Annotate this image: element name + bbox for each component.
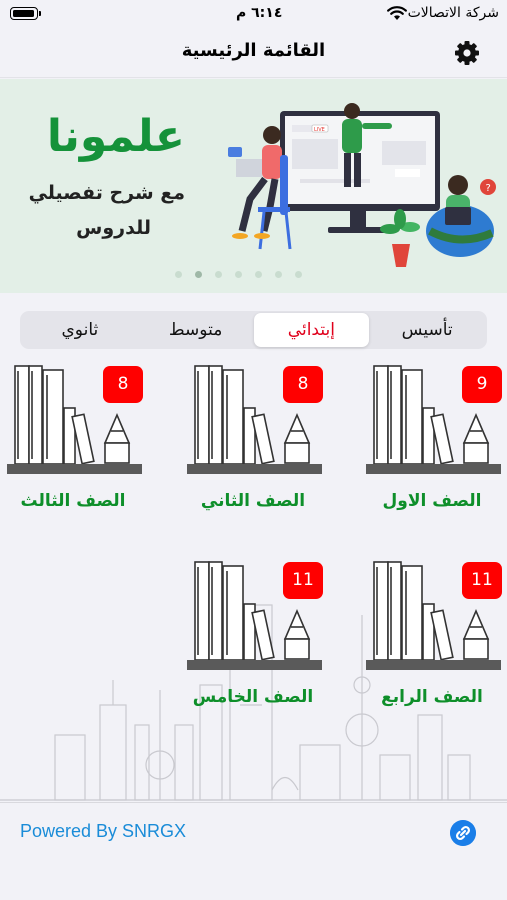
banner-page-indicator[interactable] bbox=[175, 271, 302, 278]
grade-label: الصف الخامس bbox=[192, 687, 314, 707]
status-bar bbox=[0, 0, 507, 28]
battery-icon bbox=[10, 7, 38, 20]
lesson-count-badge: 11 bbox=[283, 562, 323, 599]
online-learning-illustration bbox=[220, 99, 505, 269]
page-dot[interactable] bbox=[175, 271, 182, 278]
page-dot-active[interactable] bbox=[195, 271, 202, 278]
lesson-count-badge: 8 bbox=[103, 366, 143, 403]
tab-intermediate[interactable]: متوسط bbox=[168, 320, 223, 340]
page-dot[interactable] bbox=[275, 271, 282, 278]
grade-card[interactable] bbox=[187, 363, 327, 523]
page-dot[interactable] bbox=[215, 271, 222, 278]
powered-by-link[interactable]: Powered By SNRGX bbox=[20, 821, 187, 841]
banner-subtitle: مع شرح تفصيلي bbox=[28, 182, 185, 204]
banner-title: علمونا bbox=[46, 111, 185, 162]
tab-secondary[interactable]: ثانوي bbox=[61, 320, 99, 340]
banner-subtitle-2: للدروس bbox=[76, 217, 151, 239]
nav-bar bbox=[0, 28, 507, 78]
lesson-count-badge: 11 bbox=[462, 562, 502, 599]
tab-foundation[interactable]: تأسيس bbox=[401, 320, 453, 340]
grade-card[interactable] bbox=[187, 559, 327, 719]
carrier-name: شركة الاتصالات bbox=[407, 5, 499, 21]
grade-card[interactable] bbox=[7, 363, 147, 523]
footer bbox=[0, 802, 507, 900]
status-time: ٦:١٤ م bbox=[236, 5, 283, 21]
wifi-icon bbox=[387, 6, 407, 21]
lesson-count-badge: 9 bbox=[462, 366, 502, 403]
page-title: القائمة الرئيسية bbox=[181, 40, 326, 61]
page-dot[interactable] bbox=[295, 271, 302, 278]
grade-card[interactable] bbox=[366, 363, 506, 523]
grade-label: الصف الرابع bbox=[381, 687, 483, 707]
grade-label: الصف الاول bbox=[382, 491, 482, 511]
tab-primary[interactable]: إبتدائي bbox=[254, 313, 370, 347]
promo-banner[interactable] bbox=[0, 79, 507, 293]
gear-icon[interactable] bbox=[452, 38, 482, 68]
svg-text:LIVE: LIVE bbox=[314, 127, 325, 133]
page-dot[interactable] bbox=[235, 271, 242, 278]
grade-label: الصف الثاني bbox=[200, 491, 306, 511]
svg-text:?: ? bbox=[485, 183, 491, 194]
grade-card[interactable] bbox=[366, 559, 506, 719]
grade-label: الصف الثالث bbox=[20, 491, 126, 511]
lesson-count-badge: 8 bbox=[283, 366, 323, 403]
level-segmented-control bbox=[20, 311, 487, 349]
page-dot[interactable] bbox=[255, 271, 262, 278]
link-icon[interactable] bbox=[450, 820, 476, 846]
